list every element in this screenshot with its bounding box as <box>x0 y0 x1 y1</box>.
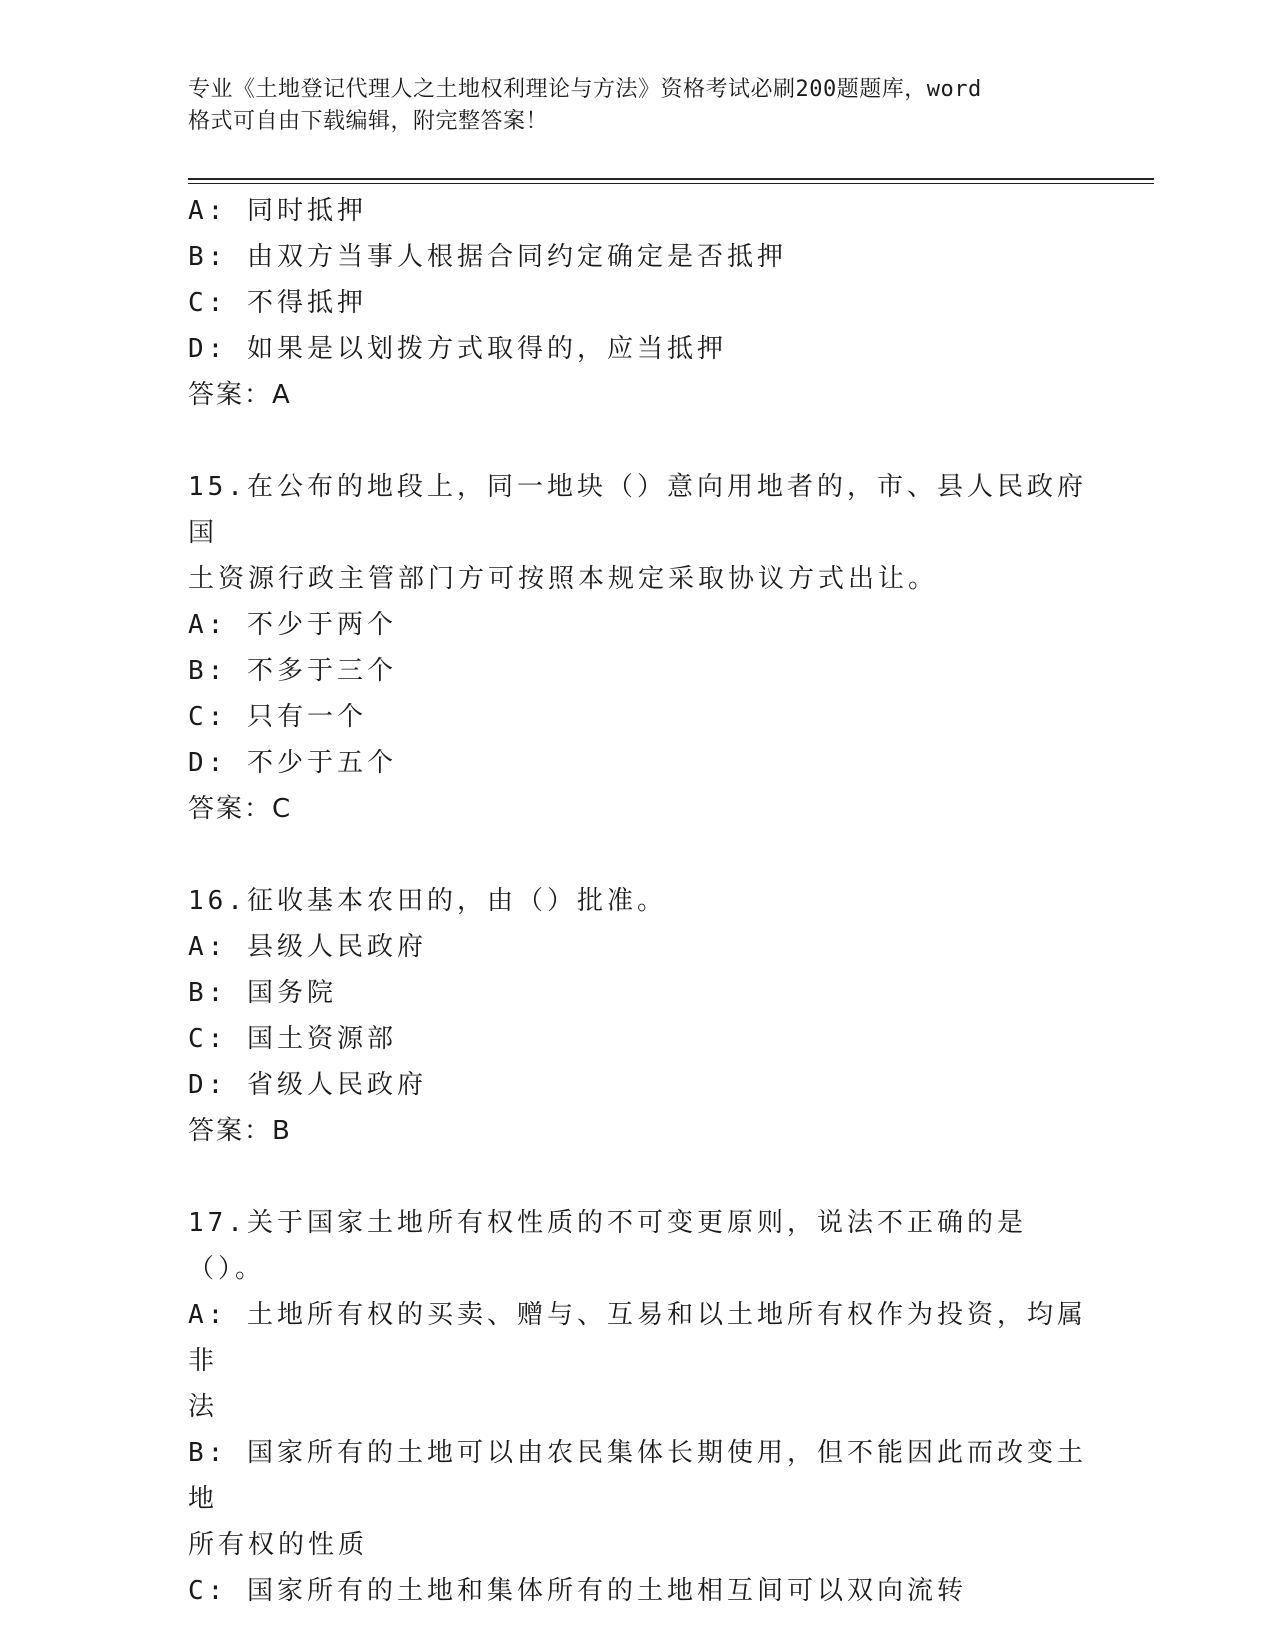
question-stem-line: 15.在公布的地段上，同一地块（）意向用地者的，市、县人民政府国 <box>188 472 1087 548</box>
option-d: D: 如果是以划拨方式取得的，应当抵押 <box>188 334 727 364</box>
header-title-line-1: 专业《土地登记代理人之土地权利理论与方法》资格考试必刷200题题库，word <box>188 77 982 102</box>
answer-line: 答案：B <box>188 1116 292 1146</box>
answer-line: 答案：C <box>188 794 293 824</box>
question-stem-line: 17.关于国家土地所有权性质的不可变更原则，说法不正确的是（）。 <box>188 1208 1027 1284</box>
option-a: A: 土地所有权的买卖、赠与、互易和以土地所有权作为投资，均属非 <box>188 1300 1087 1376</box>
question-14-continued <box>188 188 1088 418</box>
option-b: B: 国务院 <box>188 978 337 1008</box>
header-divider <box>188 178 1154 184</box>
option-a: A: 县级人民政府 <box>188 932 427 962</box>
option-b-continued: 所有权的性质 <box>188 1530 369 1560</box>
option-b: B: 由双方当事人根据合同约定确定是否抵押 <box>188 242 787 272</box>
option-a-continued: 法 <box>188 1392 219 1422</box>
option-d: D: 省级人民政府 <box>188 1070 427 1100</box>
option-b: B: 不多于三个 <box>188 656 397 686</box>
option-c: C: 国土资源部 <box>188 1024 397 1054</box>
question-17 <box>188 1200 1088 1614</box>
question-16 <box>188 878 1088 1154</box>
option-a: A: 不少于两个 <box>188 610 397 640</box>
option-c: C: 只有一个 <box>188 702 367 732</box>
option-c: C: 不得抵押 <box>188 288 367 318</box>
document-body <box>188 188 1088 1614</box>
option-c: C: 国家所有的土地和集体所有的土地相互间可以双向流转 <box>188 1576 967 1606</box>
option-d: D: 不少于五个 <box>188 748 397 778</box>
header-title-line-2: 格式可自由下载编辑，附完整答案！ <box>188 109 549 134</box>
question-stem-line: 土资源行政主管部门方可按照本规定采取协议方式出让。 <box>188 564 939 594</box>
option-a: A: 同时抵押 <box>188 196 367 226</box>
question-stem-line: 16.征收基本农田的，由（）批准。 <box>188 886 667 916</box>
option-b: B: 国家所有的土地可以由农民集体长期使用，但不能因此而改变土地 <box>188 1438 1087 1514</box>
question-15 <box>188 464 1088 832</box>
document-header <box>188 74 1088 138</box>
answer-line: 答案：A <box>188 380 292 410</box>
